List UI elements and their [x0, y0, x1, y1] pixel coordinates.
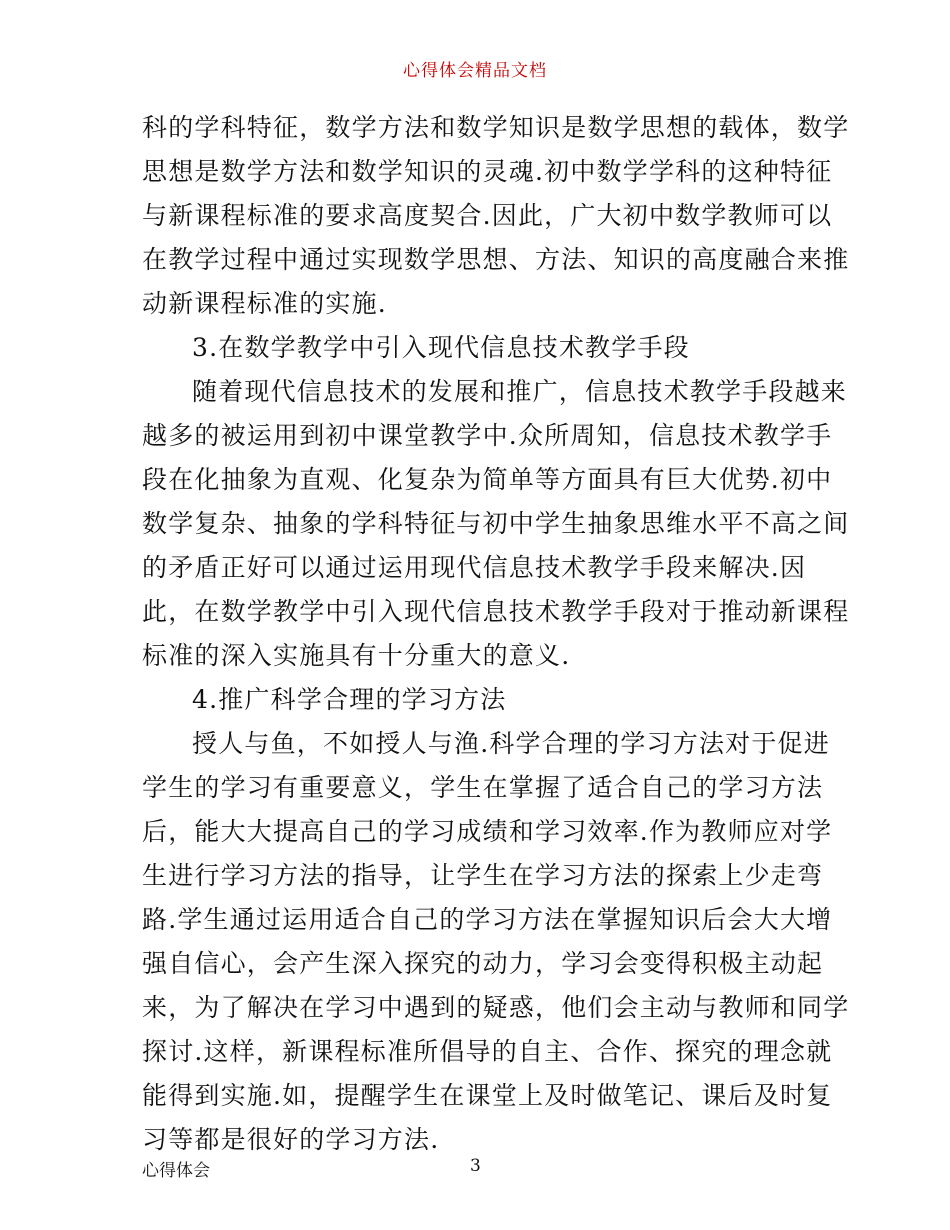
- text-line: 探讨.这样，新课程标准所倡导的自主、合作、探究的理念就: [142, 1037, 833, 1066]
- section-heading-4: 4.推广科学合理的学习方法: [192, 685, 507, 714]
- text-line: 学生的学习有重要意义，学生在掌握了适合自己的学习方法: [142, 773, 824, 802]
- text-line: 授人与鱼，不如授人与渔.科学合理的学习方法对于促进: [192, 729, 830, 758]
- text-line: 越多的被运用到初中课堂教学中.众所周知，信息技术教学手: [142, 421, 833, 450]
- text-line: 段在化抽象为直观、化复杂为简单等方面具有巨大优势.初中: [142, 465, 833, 494]
- document-header-title: 心得体会精品文档: [403, 61, 547, 81]
- text-line: 动新课程标准的实施.: [142, 289, 387, 318]
- text-line: 与新课程标准的要求高度契合.因此，广大初中数学教师可以: [142, 201, 833, 230]
- text-line: 数学复杂、抽象的学科特征与初中学生抽象思维水平不高之间: [142, 509, 850, 538]
- text-line: 习等都是很好的学习方法.: [142, 1125, 440, 1154]
- text-line: 随着现代信息技术的发展和推广，信息技术教学手段越来: [192, 377, 848, 406]
- text-line: 路.学生通过运用适合自己的学习方法在掌握知识后会大大增: [142, 905, 833, 934]
- text-line: 后，能大大提高自己的学习成绩和学习效率.作为教师应对学: [142, 817, 833, 846]
- text-line: 的矛盾正好可以通过运用现代信息技术教学手段来解决.因: [142, 553, 807, 582]
- text-line: 生进行学习方法的指导，让学生在学习方法的探索上少走弯: [142, 861, 824, 890]
- text-line: 来，为了解决在学习中遇到的疑惑，他们会主动与教师和同学: [142, 993, 850, 1022]
- text-line: 能得到实施.如，提醒学生在课堂上及时做笔记、课后及时复: [142, 1081, 833, 1110]
- text-line: 思想是数学方法和数学知识的灵魂.初中数学学科的这种特征: [142, 157, 833, 186]
- text-line: 科的学科特征，数学方法和数学知识是数学思想的载体，数学: [142, 113, 850, 142]
- document-body: [142, 106, 850, 1162]
- text-line: 此，在数学教学中引入现代信息技术教学手段对于推动新课程: [142, 597, 850, 626]
- page-number: 3: [470, 1156, 481, 1176]
- text-line: 标准的深入实施具有十分重大的意义.: [142, 641, 571, 670]
- text-line: 强自信心，会产生深入探究的动力，学习会变得积极主动起: [142, 949, 824, 978]
- section-heading-3: 3.在数学教学中引入现代信息技术教学手段: [192, 333, 690, 362]
- footer-label: 心得体会: [142, 1161, 210, 1181]
- text-line: 在教学过程中通过实现数学思想、方法、知识的高度融合来推: [142, 245, 850, 274]
